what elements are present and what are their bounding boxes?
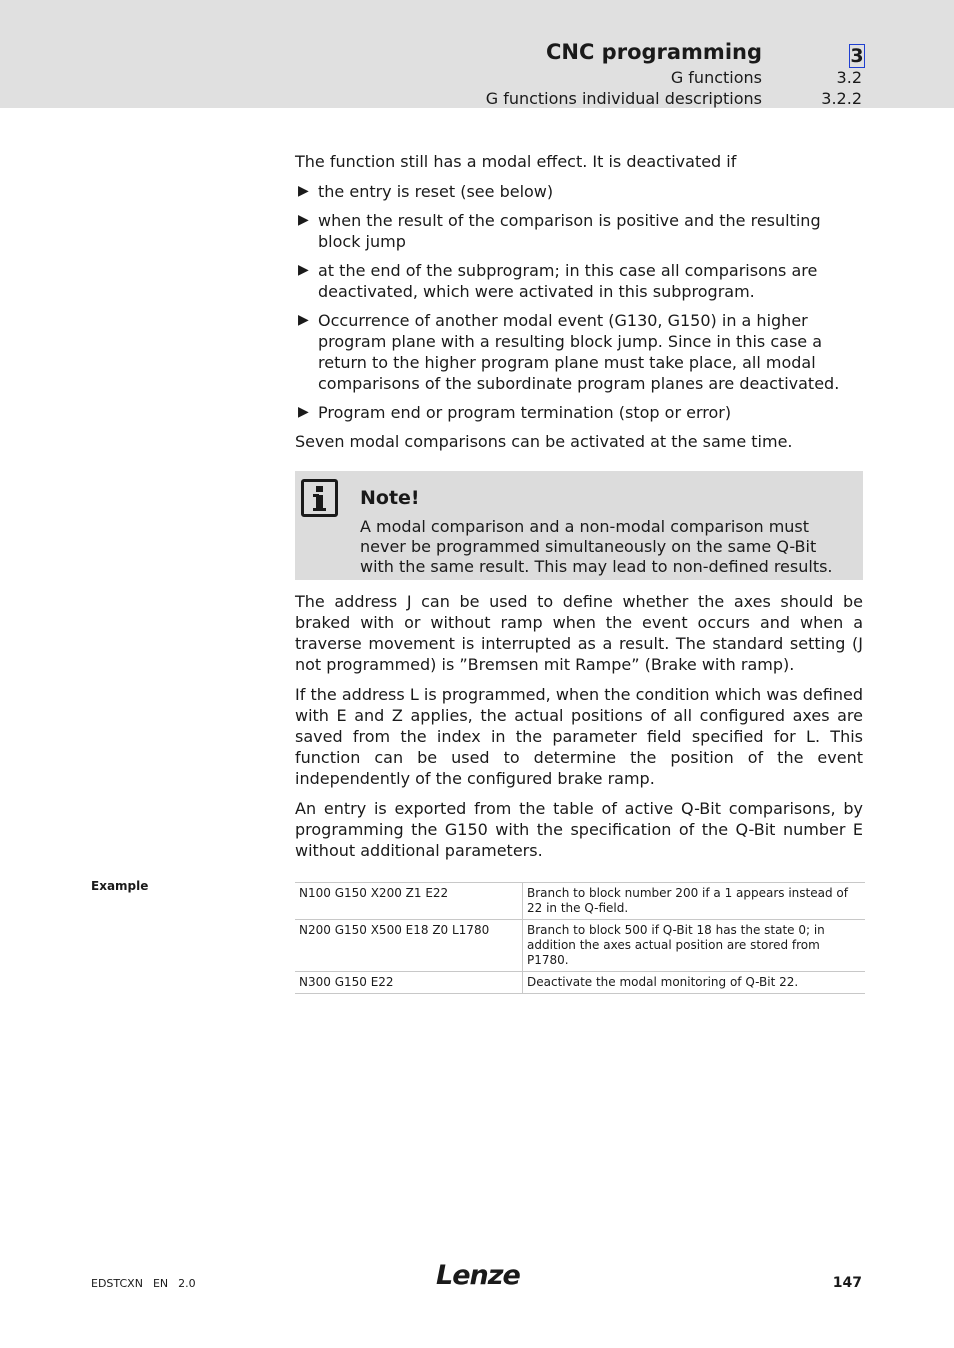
paragraph-address-j: The address J can be used to define whether the axes should be braked with or without ramp when the event occurs and when a traverse movement is interrupted as a result. The standard setting (J not programmed) is ”Bremsen mit Rampe” (Brake with ramp). [295,592,863,674]
document-id [91,1277,206,1290]
intro-block [295,151,863,452]
code-cell: N300 G150 E22 [295,972,523,994]
table-row [295,920,865,972]
body-text [295,591,863,861]
note-box [295,471,863,580]
example-label: Example [91,879,149,893]
triangle-bullet-icon: ▶ [298,404,309,420]
page-header [0,0,954,108]
description-cell: Branch to block number 200 if a 1 appears instead of 22 in the Q-field. [523,883,866,920]
summary-paragraph: Seven modal comparisons can be activated at the same time. [295,432,793,451]
description-cell: Branch to block 500 if Q-Bit 18 has the state 0; in addition the axes actual position are stored from P1780. [523,920,866,972]
paragraph-address-l: If the address L is programmed, when the condition which was defined with E and Z applies, the actual positions of all configured axes are saved from the index in the parameter field specified for L. This function can be used to determine the position of the event independently of the configured brake ramp. [295,685,863,788]
code-cell: N200 G150 X500 E18 Z0 L1780 [295,920,523,972]
code-cell: N100 G150 X200 Z1 E22 [295,883,523,920]
note-title: Note! [360,487,420,509]
list-item: ▶ at the end of the subprogram; in this case all comparisons are deactivated, which were activated in this subprogram. [298,261,818,301]
doc-code: EDSTCXN [91,1277,143,1290]
list-item: ▶ when the result of the comparison is positive and the resulting block jump [298,211,821,251]
subsection-title: G functions individual descriptions [485,89,762,108]
description-cell: Deactivate the modal monitoring of Q-Bit 22. [523,972,866,994]
triangle-bullet-icon: ▶ [298,183,309,199]
chapter-number-link[interactable]: 3 [850,45,864,67]
table-row [295,883,865,920]
doc-version: 2.0 [178,1277,196,1290]
table-row [295,972,865,994]
triangle-bullet-icon: ▶ [298,312,309,328]
subsection-number: 3.2.2 [821,89,862,108]
chapter-title: CNC programming [545,40,762,64]
example-table [295,882,865,994]
intro-paragraph: The function still has a modal effect. It is deactivated if [295,152,737,171]
info-icon [301,479,338,517]
list-item: ▶ the entry is reset (see below) [298,182,554,201]
section-title: G functions [670,68,762,87]
lenze-logo: Lenze [436,1260,520,1291]
triangle-bullet-icon: ▶ [298,212,309,228]
section-number: 3.2 [836,68,862,87]
list-item: ▶ Program end or program termination (stop or error) [298,403,732,422]
page-number: 147 [832,1275,862,1291]
triangle-bullet-icon: ▶ [298,262,309,278]
note-text: A modal comparison and a non-modal comparison must never be programmed simultaneously on the same Q-Bit with the same result. This may lead to non-defined results. [360,517,833,576]
list-item: ▶ Occurrence of another modal event (G130, G150) in a higher program plane with a resulting block jump. Since in this case a return to the higher program plane must take place, all modal comparisons of the subordinate program planes are deactivated. [298,311,840,393]
paragraph-export-entry: An entry is exported from the table of active Q-Bit comparisons, by programming the G150 with the specification of the Q-Bit number E without additional parameters. [295,799,863,860]
deactivation-list [295,181,863,423]
doc-language: EN [152,1277,169,1290]
